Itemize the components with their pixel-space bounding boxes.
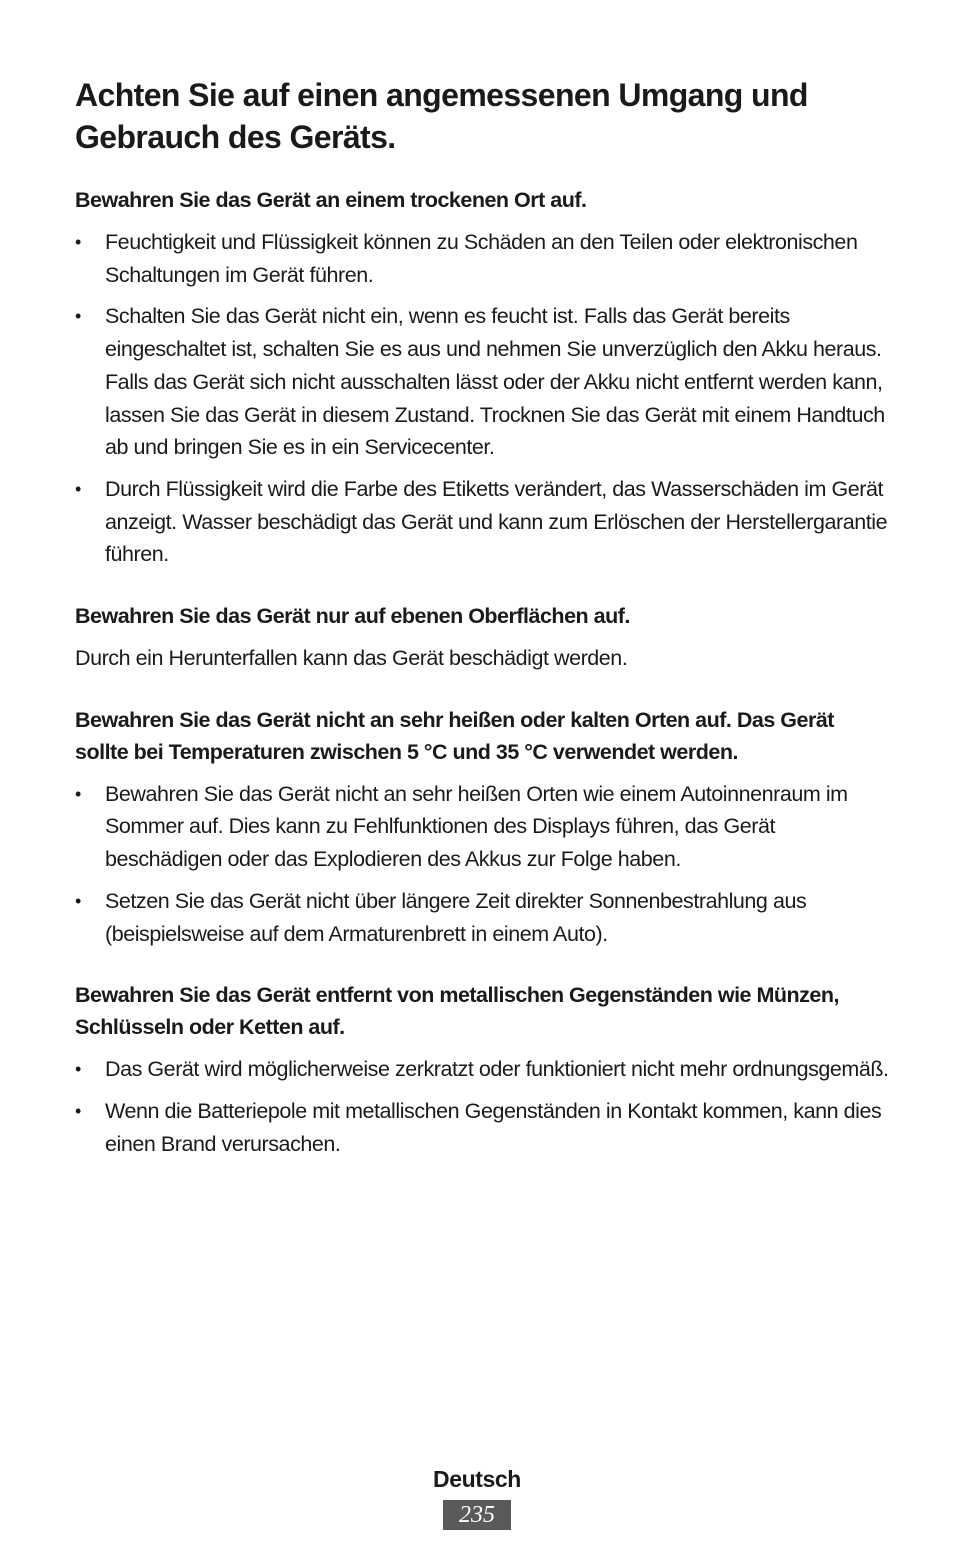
list-item (75, 226, 890, 291)
page-footer (0, 1462, 954, 1530)
section-heading: Bewahren Sie das Gerät nur auf ebenen Oberflächen auf. (75, 604, 630, 629)
bullet-icon: • (75, 1100, 81, 1121)
list-item-text: Setzen Sie das Gerät nicht über längere Zeit direkter Sonnenbestrahlung aus (beispielsweise auf dem Armaturenbrett in einem Auto). (105, 888, 807, 946)
bullet-list (75, 778, 890, 951)
page-number: 235 (443, 1500, 511, 1530)
list-item (75, 885, 890, 950)
bullet-list (75, 1053, 890, 1160)
list-item-text: Schalten Sie das Gerät nicht ein, wenn es feucht ist. Falls das Gerät bereits eingeschaltet ist, schalten Sie es aus und nehmen Sie unverzüglich den Akku heraus. Falls das Gerät sich nicht ausschalten lässt oder der Akku nicht entfernt werden kann, lassen Sie das Gerät in diesem Zustand. Trocknen Sie das Gerät mit einem Handtuch ab und bringen Sie es in ein Servicecenter. (105, 304, 885, 460)
list-item-text: Das Gerät wird möglicherweise zerkratzt oder funktioniert nicht mehr ordnungsgemäß. (105, 1057, 889, 1082)
list-item (75, 300, 890, 464)
document-page (75, 74, 890, 1189)
section-text: Durch ein Herunterfallen kann das Gerät beschädigt werden. (75, 646, 628, 671)
bullet-icon: • (75, 1059, 81, 1080)
list-item-text: Feuchtigkeit und Flüssigkeit können zu Schäden an den Teilen oder elektronischen Schaltungen im Gerät führen. (105, 230, 858, 287)
list-item-text: Durch Flüssigkeit wird die Farbe des Etiketts verändert, das Wasserschäden im Gerät anzeigt. Wasser beschädigt das Gerät und kann zum Erlöschen der Herstellergarantie führen. (105, 476, 888, 567)
footer-language: Deutsch (433, 1466, 521, 1492)
section-heading: Bewahren Sie das Gerät nicht an sehr heißen oder kalten Orten auf. Das Gerät sollte bei Temperaturen zwischen 5 °C und 35 °C verwendet werden. (75, 707, 834, 764)
section-metal-objects (75, 979, 890, 1160)
list-item (75, 473, 890, 571)
bullet-icon: • (75, 890, 81, 911)
bullet-icon: • (75, 783, 81, 804)
section-heading: Bewahren Sie das Gerät entfernt von metallischen Gegenständen wie Münzen, Schlüsseln oder Ketten auf. (75, 983, 839, 1040)
bullet-icon: • (75, 306, 81, 327)
list-item (75, 1095, 890, 1160)
list-item (75, 1053, 890, 1086)
section-heading: Bewahren Sie das Gerät an einem trockenen Ort auf. (75, 188, 587, 212)
list-item-text: Bewahren Sie das Gerät nicht an sehr heißen Orten wie einem Autoinnenraum im Sommer auf. Dies kann zu Fehlfunktionen des Displays führen, das Gerät beschädigen oder das Explodieren des Akkus zur Folge haben. (105, 781, 848, 872)
page-title: Achten Sie auf einen angemessenen Umgang und Gebrauch des Geräts. (75, 77, 808, 155)
bullet-icon: • (75, 232, 81, 252)
section-dry-place (75, 184, 890, 571)
bullet-icon: • (75, 478, 81, 499)
list-item (75, 778, 890, 876)
section-flat-surface (75, 600, 890, 675)
bullet-list (75, 226, 890, 571)
section-temperature (75, 704, 890, 951)
list-item-text: Wenn die Batteriepole mit metallischen Gegenständen in Kontakt kommen, kann dies einen Brand verursachen. (105, 1098, 882, 1156)
